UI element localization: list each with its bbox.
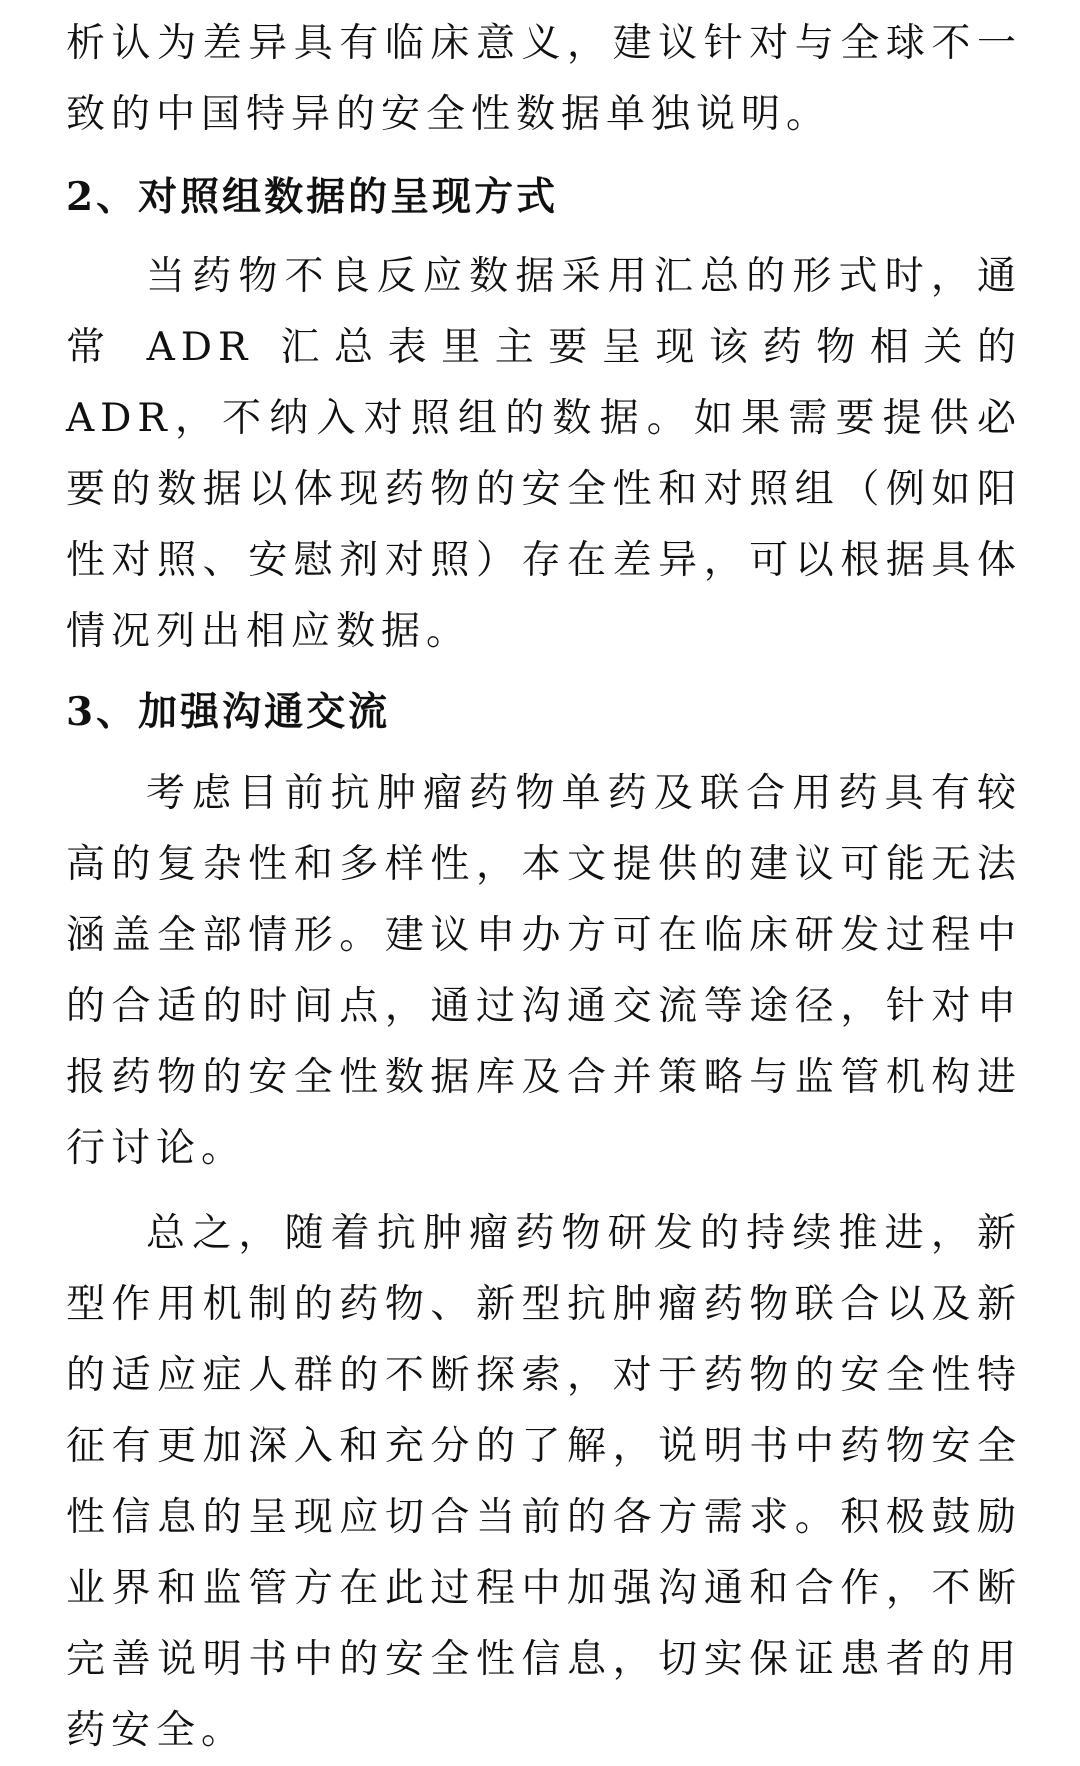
continuation-paragraph: 析认为差异具有临床意义，建议针对与全球不一致的中国特异的安全性数据单独说明。 [66, 21, 1022, 137]
section-2-heading: 2、对照组数据的呈现方式 [66, 174, 559, 220]
section-3-heading: 3、加强沟通交流 [66, 689, 391, 735]
section-3-paragraph: 考虑目前抗肿瘤药物单药及联合用药具有较高的复杂性和多样性，本文提供的建议可能无法涵盖全部情形。建议申办方可在临床研发过程中的合适的时间点，通过沟通交流等途径，针对申报药物的安全性数据库及合并策略与监管机构进行讨论。 [66, 771, 1022, 1171]
conclusion-paragraph: 总之，随着抗肿瘤药物研发的持续推进，新型作用机制的药物、新型抗肿瘤药物联合以及新的适应症人群的不断探索，对于药物的安全性特征有更加深入和充分的了解，说明书中药物安全性信息的呈现应切合当前的各方需求。积极鼓励业界和监管方在此过程中加强沟通和合作，不断完善说明书中的安全性信息，切实保证患者的用药安全。 [66, 1211, 1022, 1753]
section-2-paragraph: 当药物不良反应数据采用汇总的形式时，通常 ADR 汇总表里主要呈现该药物相关的 ADR，不纳入对照组的数据。如果需要提供必要的数据以体现药物的安全性和对照组（例如阳性对照、安慰剂对照）存在差异，可以根据具体情况列出相应数据。 [66, 254, 1022, 654]
